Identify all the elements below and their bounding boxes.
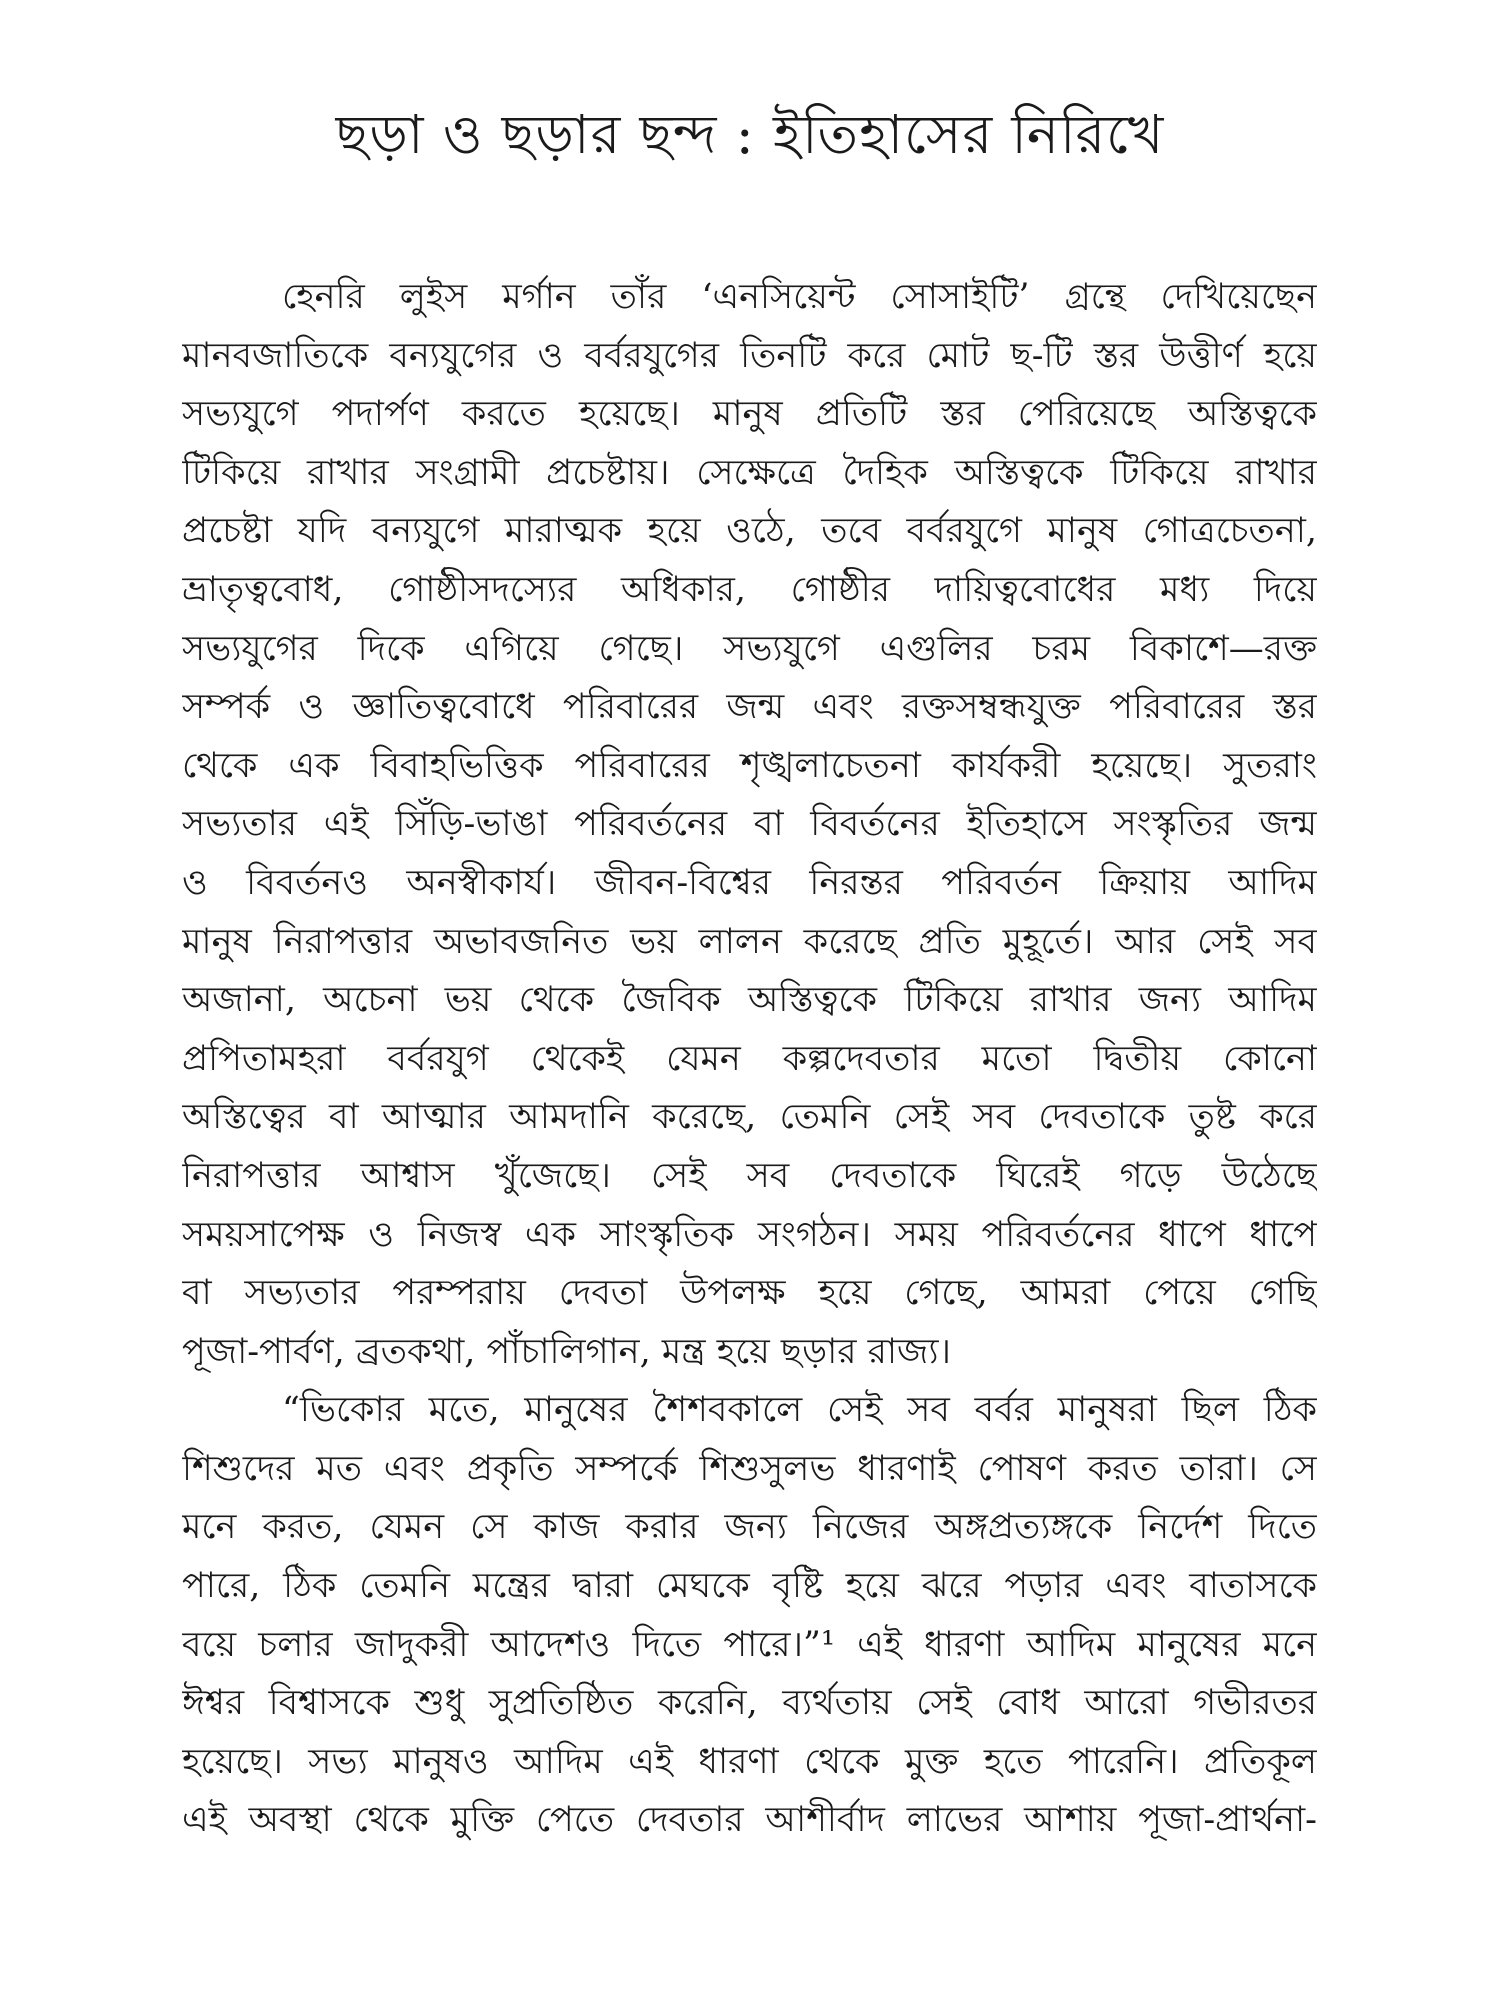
paragraph-line: নিরাপত্তার আশ্বাস খুঁজেছে। সেই সব দেবতাকে ঘিরেই গড়ে উঠেছে xyxy=(182,1155,1317,1196)
paragraph-line: মানবজাতিকে বন্যযুগের ও বর্বরযুগের তিনটি করে মোট ছ-টি স্তর উত্তীর্ণ হয়ে xyxy=(182,335,1317,376)
paragraph-line: প্রচেষ্টা যদি বন্যযুগে মারাত্মক হয়ে ওঠে, তবে বর্বরযুগে মানুষ গোত্রচেতনা, xyxy=(182,511,1317,552)
paragraph-line: ভ্রাতৃত্ববোধ, গোষ্ঠীসদস্যের অধিকার, গোষ্ঠীর দায়িত্ববোধের মধ্য দিয়ে xyxy=(182,569,1317,610)
paragraph-line: এই অবস্থা থেকে মুক্তি পেতে দেবতার আশীর্বাদ লাভের আশায় পূজা-প্রার্থনা- xyxy=(182,1800,1317,1841)
paragraph-line: হেনরি লুইস মর্গান তাঁর ‘এনসিয়েন্ট সোসাইটি’ গ্রন্থে দেখিয়েছেন xyxy=(282,277,1317,317)
paragraph-line: ঈশ্বর বিশ্বাসকে শুধু সুপ্রতিষ্ঠিত করেনি, ব্যর্থতায় সেই বোধ আরো গভীরতর xyxy=(182,1683,1317,1724)
paragraph-line: বা সভ্যতার পরম্পরায় দেবতা উপলক্ষ হয়ে গেছে, আমরা পেয়ে গেছি xyxy=(182,1273,1317,1314)
paragraph-line: প্রপিতামহরা বর্বরযুগ থেকেই যেমন কল্পদেবতার মতো দ্বিতীয় কোনো xyxy=(182,1038,1317,1079)
paragraph-line: সভ্যযুগের দিকে এগিয়ে গেছে। সভ্যযুগে এগুলির চরম বিকাশে—রক্ত xyxy=(182,628,1317,669)
paragraph-line: মানুষ নিরাপত্তার অভাবজনিত ভয় লালন করেছে প্রতি মুহূর্তে। আর সেই সব xyxy=(182,921,1317,962)
body-text xyxy=(182,268,1317,1850)
paragraph-line: টিকিয়ে রাখার সংগ্রামী প্রচেষ্টায়। সেক্ষেত্রে দৈহিক অস্তিত্বকে টিকিয়ে রাখার xyxy=(182,452,1317,493)
paragraph-line: থেকে এক বিবাহভিত্তিক পরিবারের শৃঙ্খলাচেতনা কার্যকরী হয়েছে। সুতরাং xyxy=(182,745,1317,786)
paragraph-line: শিশুদের মত এবং প্রকৃতি সম্পর্কে শিশুসুলভ ধারণাই পোষণ করত তারা। সে xyxy=(182,1448,1317,1489)
paragraph-line: ও বিবর্তনও অনস্বীকার্য। জীবন-বিশ্বের নিরন্তর পরিবর্তন ক্রিয়ায় আদিম xyxy=(182,862,1317,903)
paragraph-line: সময়সাপেক্ষ ও নিজস্ব এক সাংস্কৃতিক সংগঠন। সময় পরিবর্তনের ধাপে ধাপে xyxy=(182,1214,1317,1255)
paragraph-line: হয়েছে। সভ্য মানুষও আদিম এই ধারণা থেকে মুক্ত হতে পারেনি। প্রতিকূল xyxy=(182,1741,1317,1782)
paragraph-line: পূজা-পার্বণ, ব্রতকথা, পাঁচালিগান, মন্ত্র হয়ে ছড়ার রাজ্য। xyxy=(182,1331,951,1372)
paragraph-line: অস্তিত্বের বা আত্মার আমদানি করেছে, তেমনি সেই সব দেবতাকে তুষ্ট করে xyxy=(182,1097,1317,1138)
chapter-title: ছড়া ও ছড়ার ছন্দ : ইতিহাসের নিরিখে xyxy=(335,103,1165,166)
paragraph-line: সভ্যতার এই সিঁড়ি-ভাঙা পরিবর্তনের বা বিবর্তনের ইতিহাসে সংস্কৃতির জন্ম xyxy=(182,804,1317,845)
paragraph-line: “ভিকোর মতে, মানুষের শৈশবকালে সেই সব বর্বর মানুষরা ছিল ঠিক xyxy=(282,1390,1317,1431)
paragraph-line: পারে, ঠিক তেমনি মন্ত্রের দ্বারা মেঘকে বৃষ্টি হয়ে ঝরে পড়ার এবং বাতাসকে xyxy=(182,1566,1317,1607)
paragraph-line: বয়ে চলার জাদুকরী আদেশও দিতে পারে।”¹ এই ধারণা আদিম মানুষের মনে xyxy=(182,1624,1317,1665)
paragraph-line: মনে করত, যেমন সে কাজ করার জন্য নিজের অঙ্গপ্রত্যঙ্গকে নির্দেশ দিতে xyxy=(182,1507,1317,1548)
paragraph-line: সম্পর্ক ও জ্ঞাতিত্ববোধে পরিবারের জন্ম এবং রক্তসম্বন্ধযুক্ত পরিবারের স্তর xyxy=(182,687,1317,728)
paragraph-line: সভ্যযুগে পদার্পণ করতে হয়েছে। মানুষ প্রতিটি স্তর পেরিয়েছে অস্তিত্বকে xyxy=(182,394,1317,435)
paragraph-line: অজানা, অচেনা ভয় থেকে জৈবিক অস্তিত্বকে টিকিয়ে রাখার জন্য আদিম xyxy=(182,980,1317,1021)
